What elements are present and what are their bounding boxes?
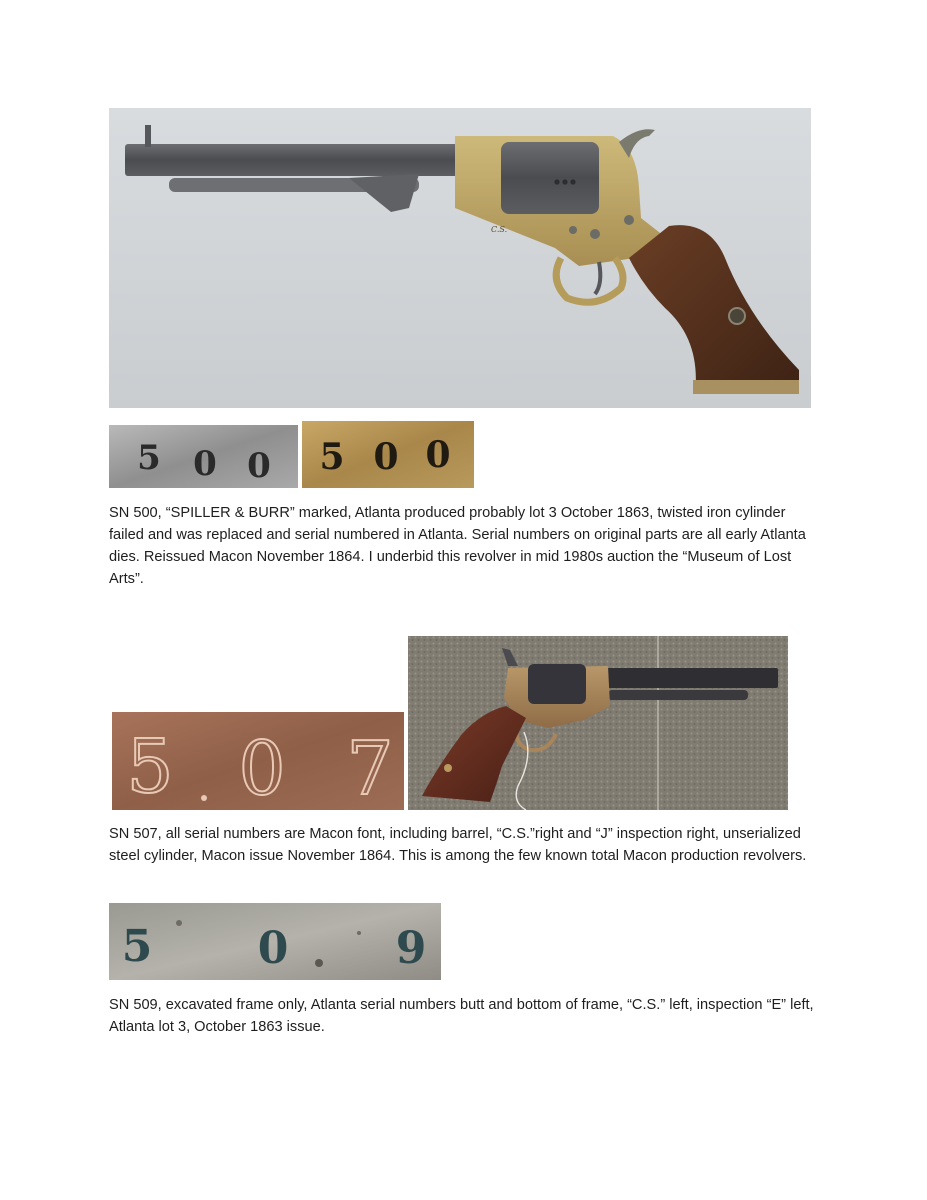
caption-sn507: [109, 823, 821, 867]
serial-digit: 9: [395, 923, 427, 974]
caption-text: SN 500, “SPILLER & BURR” marked, Atlanta produced probably lot 3 October 1863, twisted iron cylinder failed and was replaced and serial numbered in Atlanta. Serial numbers on original parts are all early Atlanta dies. Reissued Macon November 1864. I underbid this revolver in mid 1980s auction the “Museum of Lost Arts”.: [109, 505, 806, 587]
caption-text: SN 507, all serial numbers are Macon font, including barrel, “C.S.”right and “J” inspection right, unserialized steel cylinder, Macon issue November 1864. This is among the few known total Macon production revolvers.: [109, 826, 807, 864]
serial-digit: 0: [238, 726, 286, 810]
serial-closeup-sn507: [112, 712, 404, 810]
revolver-photo-sn507: [408, 636, 788, 810]
serial-digit: 5: [319, 436, 345, 478]
serial-closeup-sn500-brass: [302, 421, 474, 488]
serial-digit: 5: [121, 921, 153, 972]
serial-closeup-sn500-steel: [109, 425, 298, 488]
serial-closeup-sn509: [109, 903, 441, 980]
serial-digit: 0: [373, 436, 399, 478]
serial-digit: 0: [425, 434, 451, 476]
serial-digit: 0: [193, 444, 217, 484]
caption-text: SN 509, excavated frame only, Atlanta serial numbers butt and bottom of frame, “C.S.” left, inspection “E” left, Atlanta lot 3, October 1863 issue.: [109, 997, 814, 1035]
caption-sn500: [109, 502, 821, 590]
revolver-photo-sn500: [109, 108, 811, 408]
serial-digit: 7: [346, 726, 394, 810]
serial-digit: 5: [126, 724, 174, 810]
serial-digit: 0: [247, 446, 271, 486]
cs-stamp: C.S.: [491, 225, 508, 234]
caption-sn509: [109, 994, 821, 1038]
serial-digit: 5: [137, 438, 161, 478]
serial-digit: 0: [257, 923, 289, 974]
